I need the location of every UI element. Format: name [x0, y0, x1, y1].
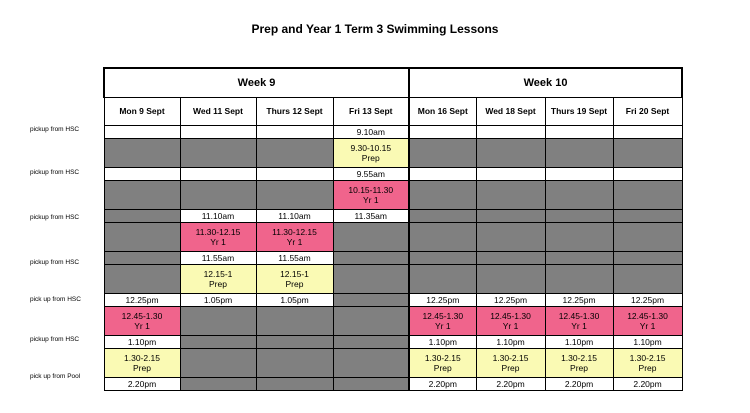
cell-time: 12.45-1.30 [490, 310, 531, 321]
schedule-cell [104, 348, 180, 377]
schedule-cell [333, 348, 409, 377]
schedule-cell [180, 251, 256, 264]
schedule-cell [256, 293, 333, 306]
schedule-cell [545, 125, 613, 138]
cell-group: Yr 1 [434, 320, 451, 331]
table-row [104, 209, 682, 222]
cell-group: Yr 1 [134, 320, 150, 331]
cell-time: 11.55am [278, 252, 311, 263]
schedule-cell [476, 306, 545, 335]
table-row [104, 348, 682, 377]
schedule-cell [545, 138, 613, 167]
table-row [104, 138, 682, 167]
cell-time: 12.25pm [562, 294, 596, 305]
schedule-cell [256, 335, 333, 348]
schedule-cell [409, 138, 476, 167]
cell-time: 1.10pm [127, 336, 157, 347]
table-row [104, 180, 682, 209]
row-label: pickup from HSC [30, 214, 80, 221]
cell-group: Prep [361, 152, 380, 163]
schedule-cell [180, 306, 256, 335]
schedule-cell [104, 251, 180, 264]
schedule-cell [409, 180, 476, 209]
schedule-cell [613, 180, 682, 209]
schedule-cell [256, 306, 333, 335]
schedule-cell [409, 251, 476, 264]
schedule-cell [180, 264, 256, 293]
cell-group: Prep [501, 362, 520, 373]
schedule-cell [104, 222, 180, 251]
schedule-cell [476, 180, 545, 209]
schedule-cell [180, 293, 256, 306]
schedule-cell [180, 222, 256, 251]
cell-time: 2.20pm [633, 378, 662, 389]
cell-time: 9.55am [356, 168, 385, 179]
schedule-cell [613, 306, 682, 335]
cell-group: Yr 1 [502, 320, 519, 331]
schedule-cell [104, 125, 180, 138]
schedule-cell [476, 377, 545, 390]
cell-time: 12.25pm [630, 294, 665, 305]
cell-time: 12.45-1.30 [121, 310, 163, 321]
table-row [104, 306, 682, 335]
cell-group: Yr 1 [210, 236, 226, 247]
row-label: pick up from Pool [30, 373, 81, 380]
schedule-cell [104, 180, 180, 209]
schedule-cell [333, 167, 409, 180]
schedule-cell [104, 377, 180, 390]
cell-group: Yr 1 [571, 320, 587, 331]
cell-group: Prep [433, 362, 452, 373]
cell-time: 12.15-1 [280, 268, 309, 279]
cell-time: 11.10am [201, 210, 235, 221]
schedule-cell [333, 138, 409, 167]
table-row [104, 167, 682, 180]
schedule-table [103, 67, 683, 391]
schedule-cell [256, 348, 333, 377]
schedule-cell [545, 251, 613, 264]
cell-time: 9.10am [356, 126, 385, 137]
cell-time: 12.25pm [493, 294, 528, 305]
cell-group: Prep [209, 278, 227, 289]
schedule-cell [545, 293, 613, 306]
schedule-cell [613, 167, 682, 180]
schedule-cell [104, 264, 180, 293]
schedule-cell [409, 167, 476, 180]
cell-time: 1.05pm [280, 294, 309, 305]
schedule-cell [409, 306, 476, 335]
day-header: Thurs 19 Sept [545, 97, 613, 125]
cell-group: Prep [133, 362, 151, 373]
cell-time: 1.10pm [564, 336, 594, 347]
day-header: Fri 13 Sept [333, 97, 409, 125]
schedule-cell [613, 377, 682, 390]
cell-time: 2.20pm [564, 378, 594, 389]
schedule-cell [613, 293, 682, 306]
schedule-cell [613, 264, 682, 293]
schedule-cell [545, 222, 613, 251]
cell-time: 1.10pm [428, 336, 457, 347]
schedule-cell [333, 293, 409, 306]
cell-time: 2.20pm [428, 378, 457, 389]
schedule-cell [333, 377, 409, 390]
cell-group: Yr 1 [639, 320, 656, 331]
schedule-cell [104, 293, 180, 306]
schedule-cell [545, 209, 613, 222]
cell-group: Yr 1 [362, 194, 379, 205]
schedule-cell [104, 138, 180, 167]
schedule-cell [256, 264, 333, 293]
schedule-cell [409, 222, 476, 251]
cell-time: 1.30-2.15 [492, 352, 529, 363]
schedule-cell [333, 251, 409, 264]
cell-time: 9.30-10.15 [350, 142, 392, 153]
cell-time: 11.35am [354, 210, 387, 221]
day-header: Mon 16 Sept [409, 97, 476, 125]
schedule-cell [180, 138, 256, 167]
table-row [104, 377, 682, 390]
cell-time: 12.15-1 [203, 268, 233, 279]
schedule-cell [613, 251, 682, 264]
row-label: pickup from HSC [30, 126, 80, 133]
schedule-cell [256, 251, 333, 264]
schedule-cell [613, 222, 682, 251]
schedule-cell [613, 125, 682, 138]
schedule-cell [104, 306, 180, 335]
schedule-cell [613, 335, 682, 348]
table-row [104, 264, 682, 293]
schedule-cell [476, 209, 545, 222]
table-row [104, 251, 682, 264]
schedule-cell [256, 167, 333, 180]
schedule-cell [256, 138, 333, 167]
cell-time: 12.45-1.30 [627, 310, 668, 321]
schedule-cell [409, 335, 476, 348]
schedule-cell [613, 209, 682, 222]
cell-time: 1.30-2.15 [424, 352, 461, 363]
schedule-cell [409, 209, 476, 222]
schedule-cell [409, 348, 476, 377]
week-header: Week 10 [409, 68, 682, 97]
schedule-cell [256, 180, 333, 209]
day-header: Mon 9 Sept [104, 97, 180, 125]
table-row [104, 125, 682, 138]
schedule-cell [545, 306, 613, 335]
day-header: Wed 18 Sept [476, 97, 545, 125]
schedule-cell [180, 335, 256, 348]
week-header: Week 9 [104, 68, 409, 97]
schedule-cell [256, 222, 333, 251]
schedule-cell [476, 251, 545, 264]
schedule-cell [256, 125, 333, 138]
cell-time: 1.10pm [496, 336, 525, 347]
cell-time: 12.45-1.30 [558, 310, 600, 321]
cell-time: 12.25pm [426, 294, 460, 305]
cell-time: 1.05pm [203, 294, 233, 305]
schedule-cell [409, 264, 476, 293]
schedule-cell [180, 377, 256, 390]
schedule-cell [476, 222, 545, 251]
schedule-cell [545, 180, 613, 209]
cell-time: 11.55am [201, 252, 235, 263]
cell-time: 2.20pm [127, 378, 157, 389]
cell-time: 11.30-12.15 [272, 226, 317, 237]
row-label: pickup from HSC [30, 259, 80, 266]
schedule-cell [333, 306, 409, 335]
schedule-cell [476, 348, 545, 377]
schedule-cell [613, 138, 682, 167]
schedule-cell [545, 264, 613, 293]
schedule-cell [476, 138, 545, 167]
cell-group: Prep [570, 362, 589, 373]
schedule-cell [613, 348, 682, 377]
table-row [104, 222, 682, 251]
schedule-cell [476, 167, 545, 180]
cell-time: 2.20pm [496, 378, 525, 389]
cell-group: Prep [285, 278, 304, 289]
schedule-cell [180, 180, 256, 209]
row-label: pickup from HSC [30, 169, 80, 176]
cell-group: Prep [638, 362, 657, 373]
cell-time: 1.10pm [633, 336, 662, 347]
table-row [104, 335, 682, 348]
schedule-cell [180, 348, 256, 377]
schedule-cell [409, 293, 476, 306]
schedule-cell [180, 167, 256, 180]
cell-group: Yr 1 [286, 236, 303, 247]
cell-time: 1.30-2.15 [124, 352, 160, 363]
page-title: Prep and Year 1 Term 3 Swimming Lessons [251, 22, 499, 36]
day-header: Wed 11 Sept [180, 97, 256, 125]
schedule-cell [180, 209, 256, 222]
cell-time: 12.45-1.30 [422, 310, 464, 321]
schedule-cell [545, 335, 613, 348]
cell-time: 10.15-11.30 [348, 184, 394, 195]
day-header: Thurs 12 Sept [256, 97, 333, 125]
schedule-cell [256, 377, 333, 390]
schedule-cell [409, 377, 476, 390]
schedule-cell [476, 335, 545, 348]
schedule-cell [409, 125, 476, 138]
schedule-cell [333, 209, 409, 222]
schedule-cell [333, 335, 409, 348]
cell-time: 11.10am [278, 210, 311, 221]
schedule-cell [180, 125, 256, 138]
schedule-cell [256, 209, 333, 222]
table-row [104, 293, 682, 306]
row-label: pick up from HSC [30, 296, 81, 303]
cell-time: 1.30-2.15 [629, 352, 666, 363]
schedule-cell [476, 125, 545, 138]
row-label: pickup from HSC [30, 336, 80, 343]
schedule-cell [476, 293, 545, 306]
schedule-cell [545, 167, 613, 180]
schedule-cell [545, 348, 613, 377]
schedule-cell [104, 335, 180, 348]
schedule-cell [476, 264, 545, 293]
schedule-body [104, 125, 682, 390]
schedule-cell [333, 222, 409, 251]
schedule-cell [333, 125, 409, 138]
schedule-cell [333, 264, 409, 293]
schedule-cell [333, 180, 409, 209]
cell-time: 11.30-12.15 [195, 226, 241, 237]
schedule-cell [104, 209, 180, 222]
cell-time: 12.25pm [125, 294, 159, 305]
day-header: Fri 20 Sept [613, 97, 682, 125]
schedule-cell [104, 167, 180, 180]
cell-time: 1.30-2.15 [561, 352, 597, 363]
schedule-cell [545, 377, 613, 390]
